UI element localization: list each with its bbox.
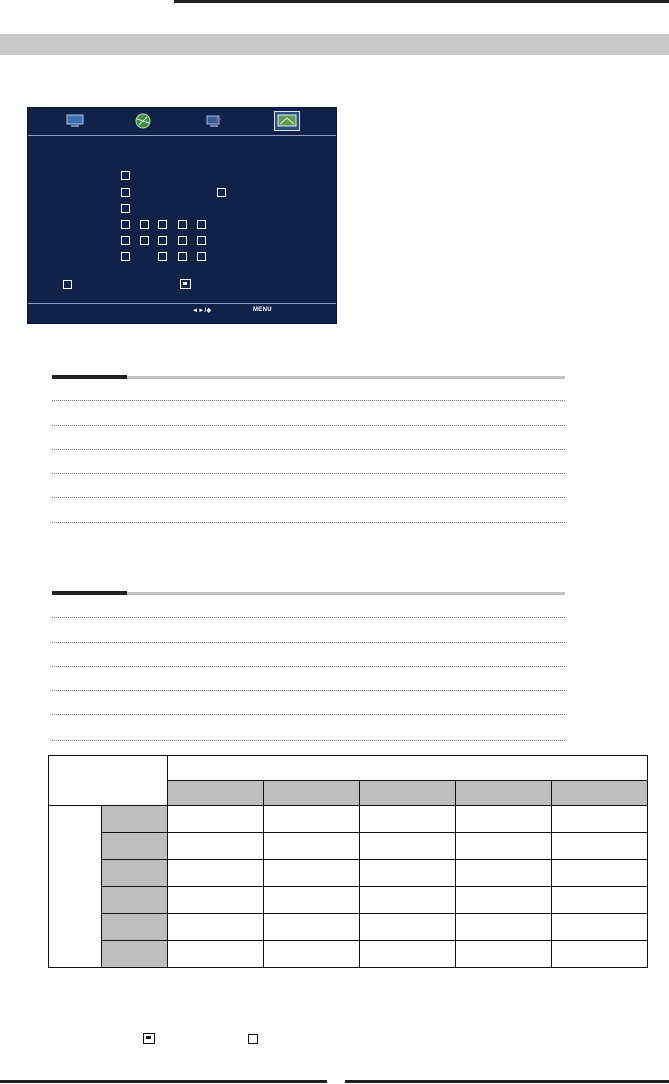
- row-line: [52, 473, 565, 474]
- bottom-rule-left: [0, 1080, 327, 1083]
- row-line: [52, 617, 565, 618]
- table-cell: [360, 887, 456, 914]
- empty-box-icon: [248, 1034, 258, 1044]
- table-cell: [456, 941, 552, 968]
- setting-box[interactable]: [121, 204, 130, 213]
- lock-icon: [180, 279, 191, 289]
- table-cell: [456, 860, 552, 887]
- rating-box[interactable]: [178, 236, 187, 245]
- top-rule: [174, 0, 669, 3]
- table-cell: [456, 833, 552, 860]
- table-cell: [552, 941, 648, 968]
- bottom-rule-right: [345, 1080, 669, 1083]
- table-corner-cell: [49, 756, 168, 806]
- osd-parental-lock-screen: [27, 107, 337, 324]
- table-cell: [360, 914, 456, 941]
- setting-box[interactable]: [121, 188, 130, 197]
- table-cell: [456, 806, 552, 833]
- row-line: [52, 522, 565, 523]
- table-cell: [168, 914, 264, 941]
- table-cell: [552, 806, 648, 833]
- table-cell: [168, 806, 264, 833]
- table-cell: [456, 887, 552, 914]
- row-line: [52, 740, 565, 741]
- picture-monitor-icon[interactable]: [64, 113, 86, 129]
- table-cell: [168, 887, 264, 914]
- table-cell: [168, 833, 264, 860]
- table-cell: [360, 860, 456, 887]
- osd-footer-divider: [28, 303, 336, 304]
- table-col-header: [456, 781, 552, 806]
- row-line: [52, 449, 565, 450]
- table-cell: [168, 860, 264, 887]
- section-header-band: [0, 34, 669, 55]
- table-cell: [168, 941, 264, 968]
- table-cell: [552, 860, 648, 887]
- rating-table: [48, 755, 648, 968]
- osd-tab-bar: [28, 108, 336, 136]
- row-line: [52, 425, 565, 426]
- table-cell: [264, 833, 360, 860]
- rating-box[interactable]: [158, 220, 167, 229]
- table-cell: [552, 914, 648, 941]
- table-row-header: [102, 806, 168, 833]
- setting-box[interactable]: [217, 188, 226, 197]
- rating-box[interactable]: [178, 252, 187, 261]
- table-row-header: [102, 887, 168, 914]
- table-cell: [264, 941, 360, 968]
- lock-tv-icon[interactable]: [274, 111, 300, 131]
- row-line: [52, 690, 565, 691]
- table-cell: [360, 806, 456, 833]
- rating-box[interactable]: [197, 252, 206, 261]
- osd-menu-hint: MENU: [253, 307, 272, 313]
- table-cell: [264, 887, 360, 914]
- rating-box[interactable]: [121, 236, 130, 245]
- table-cell: [264, 914, 360, 941]
- table-cell: [360, 833, 456, 860]
- table-row-header: [102, 914, 168, 941]
- table-col-header: [360, 781, 456, 806]
- rating-box[interactable]: [197, 220, 206, 229]
- table-row-header: [102, 833, 168, 860]
- rating-box[interactable]: [158, 252, 167, 261]
- table-cell: [552, 887, 648, 914]
- table-header-cell: [168, 756, 648, 781]
- setup-satellite-icon[interactable]: [203, 113, 225, 129]
- rating-box[interactable]: [178, 220, 187, 229]
- rating-box[interactable]: [158, 236, 167, 245]
- osd-nav-hint: ◄►/◆: [192, 308, 212, 314]
- table-cell: [264, 806, 360, 833]
- table-col-header: [552, 781, 648, 806]
- sound-globe-icon[interactable]: [132, 113, 154, 129]
- table-col-header: [168, 781, 264, 806]
- row-line: [52, 666, 565, 667]
- rating-box[interactable]: [121, 220, 130, 229]
- row-line: [52, 642, 565, 643]
- table-cell: [456, 914, 552, 941]
- row-line: [52, 497, 565, 498]
- legend-box: [63, 280, 72, 289]
- row-line: [52, 714, 565, 715]
- table-row-group-cell: [49, 806, 102, 968]
- rating-box[interactable]: [140, 220, 149, 229]
- table-cell: [264, 860, 360, 887]
- table-row-header: [102, 941, 168, 968]
- lock-icon: [143, 1033, 155, 1044]
- rating-box[interactable]: [121, 252, 130, 261]
- setting-box[interactable]: [121, 171, 130, 180]
- row-line: [52, 400, 565, 401]
- table-col-header: [264, 781, 360, 806]
- table-row-header: [102, 860, 168, 887]
- rating-box[interactable]: [140, 236, 149, 245]
- rating-box[interactable]: [197, 236, 206, 245]
- table-cell: [360, 941, 456, 968]
- table-cell: [552, 833, 648, 860]
